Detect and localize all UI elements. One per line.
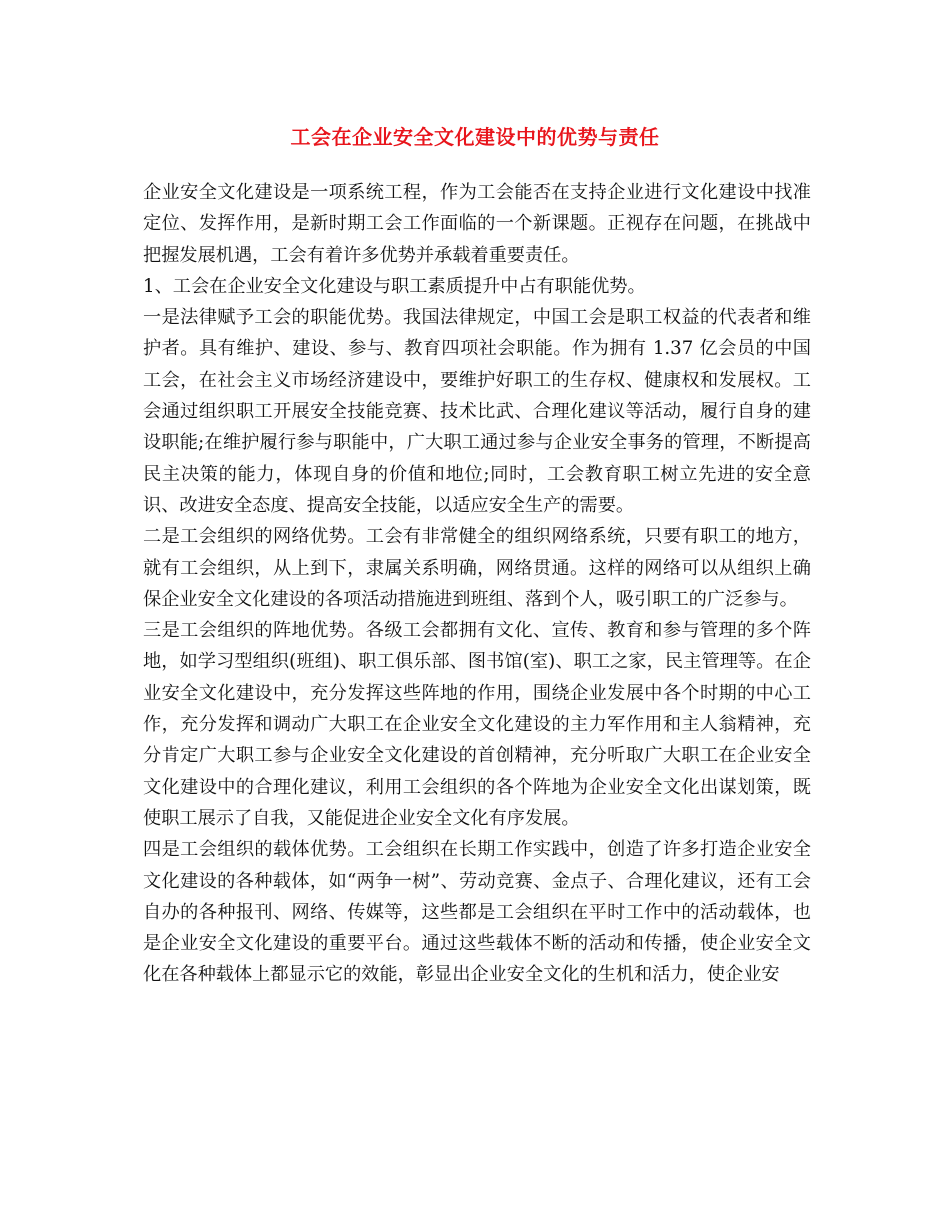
paragraph-intro: 企业安全文化建设是一项系统工程，作为工会能否在支持企业进行文化建设中找准定位、发挥作用，是新时期工会工作面临的一个新课题。正视存在问题，在挑战中把握发展机遇，工会有着许多优势并承载着重要责任。	[143, 182, 811, 266]
document-body	[143, 177, 811, 991]
paragraph-network-advantage: 二是工会组织的网络优势。工会有非常健全的组织网络系统，只要有职工的地方，就有工会组织，从上到下，隶属关系明确，网络贯通。这样的网络可以从组织上确保企业安全文化建设的各项活动措施进到班组、落到个人，吸引职工的广泛参与。	[143, 526, 811, 610]
paragraph-legal-advantage: 一是法律赋予工会的职能优势。我国法律规定，中国工会是职工权益的代表者和维护者。具有维护、建设、参与、教育四项社会职能。作为拥有 1.37 亿会员的中国工会，在社会主义市场经济建设中，要维护好职工的生存权、健康权和发展权。工会通过组织职工开展安全技能竞赛、技术比武、合理化建议等活动，履行自身的建设职能;在维护履行参与职能中，广大职工通过参与企业安全事务的管理，不断提高民主决策的能力，体现自身的价值和地位;同时，工会教育职工树立先进的安全意识、改进安全态度、提高安全技能，以适应安全生产的需要。	[143, 307, 811, 516]
paragraph-section-1-heading: 1、工会在企业安全文化建设与职工素质提升中占有职能优势。	[143, 275, 646, 297]
paragraph-position-advantage: 三是工会组织的阵地优势。各级工会都拥有文化、宣传、教育和参与管理的多个阵地，如学习型组织(班组)、职工俱乐部、图书馆(室)、职工之家，民主管理等。在企业安全文化建设中，充分发挥这些阵地的作用，围绕企业发展中各个时期的中心工作，充分发挥和调动广大职工在企业安全文化建设的主力军作用和主人翁精神，充分肯定广大职工参与企业安全文化建设的首创精神，充分听取广大职工在企业安全文化建设中的合理化建议，利用工会组织的各个阵地为企业安全文化出谋划策，既使职工展示了自我，又能促进企业安全文化有序发展。	[143, 620, 811, 829]
page-title: 工会在企业安全文化建设中的优势与责任	[290, 125, 660, 149]
paragraph-carrier-advantage: 四是工会组织的载体优势。工会组织在长期工作实践中，创造了许多打造企业安全文化建设的各种载体，如“两争一树”、劳动竞赛、金点子、合理化建议，还有工会自办的各种报刊、网络、传媒等，这些都是工会组织在平时工作中的活动载体，也是企业安全文化建设的重要平台。通过这些载体不断的活动和传播，使企业安全文化在各种载体上都显示它的效能，彰显出企业安全文化的生机和活力，使企业安	[143, 839, 811, 986]
